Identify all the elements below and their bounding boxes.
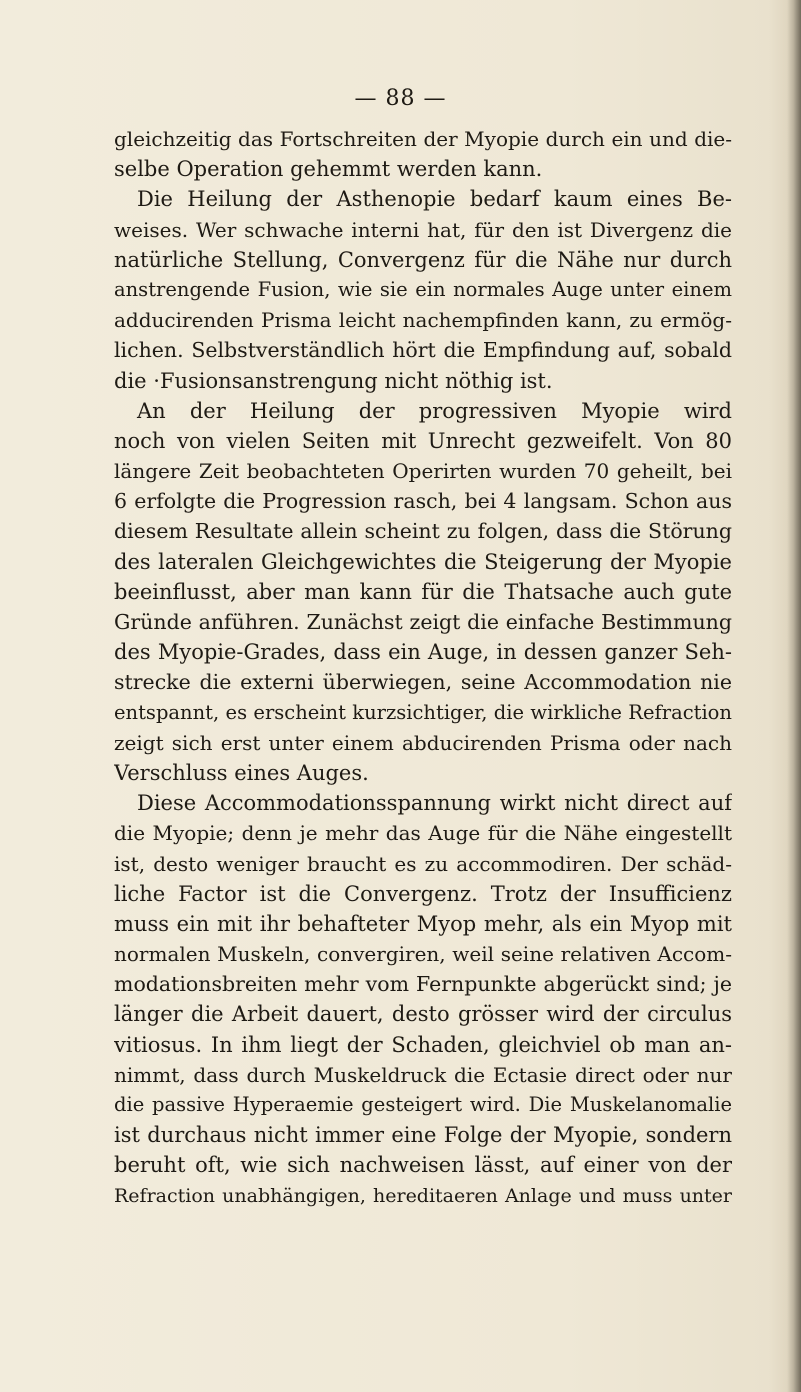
text-line: liche Factor ist die Convergenz. Trotz der Insufficienz [114, 881, 732, 906]
text-line: noch von vielen Seiten mit Unrecht gezweifelt. Von 80 [114, 428, 732, 453]
text-line: zeigt sich erst unter einem abducirenden Prisma oder nach [114, 730, 732, 755]
text-line: beeinflusst, aber man kann für die Thatsache auch gute [114, 579, 732, 604]
text-line: ist durchaus nicht immer eine Folge der Myopie, sondern [114, 1123, 732, 1148]
text-line: beruht oft, wie sich nachweisen lässt, auf einer von der [114, 1153, 732, 1178]
text-line: strecke die externi überwiegen, seine Accommodation nie [114, 670, 732, 695]
body-text [114, 124, 732, 1211]
text-line: Gründe anführen. Zunächst zeigt die einfache Bestimmung [114, 610, 732, 634]
text-line: die Myopie; denn je mehr das Auge für die Nähe eingestellt [114, 821, 732, 846]
text-line: Verschluss eines Auges. [114, 760, 369, 785]
text-line: adducirenden Prisma leicht nachempfinden kann, zu ermög- [114, 308, 732, 333]
text-line: entspannt, es erscheint kurzsichtiger, die wirkliche Refraction [114, 700, 732, 724]
text-line: diesem Resultate allein scheint zu folgen, dass die Störung [114, 519, 732, 544]
text-line: selbe Operation gehemmt werden kann. [114, 157, 543, 182]
text-line: 6 erfolgte die Progression rasch, bei 4 langsam. Schon aus [114, 489, 732, 514]
text-line: gleichzeitig das Fortschreiten der Myopie durch ein und die- [114, 127, 732, 151]
page-edge-shadow [787, 0, 801, 1392]
text-line: Diese Accommodationsspannung wirkt nicht direct auf [137, 791, 732, 816]
text-line: nimmt, dass durch Muskeldruck die Ectasie direct oder nur [114, 1062, 732, 1087]
text-line: die ·Fusionsanstrengung nicht nöthig ist. [114, 368, 553, 393]
text-line: natürliche Stellung, Convergenz für die Nähe nur durch [114, 247, 732, 272]
text-line: längere Zeit beobachteten Operirten wurden 70 geheilt, bei [114, 459, 732, 484]
text-line: muss ein mit ihr behafteter Myop mehr, als ein Myop mit [114, 911, 732, 936]
text-line: modationsbreiten mehr vom Fernpunkte abgerückt sind; je [114, 972, 732, 997]
text-line: weises. Wer schwache interni hat, für den ist Divergenz die [114, 217, 732, 242]
text-line: des lateralen Gleichgewichtes die Steigerung der Myopie [114, 549, 732, 574]
text-line: vitiosus. In ihm liegt der Schaden, gleichviel ob man an- [114, 1032, 732, 1057]
page-number: — 88 — [354, 86, 447, 111]
text-line: Die Heilung der Asthenopie bedarf kaum eines Be- [137, 187, 732, 212]
text-line: die passive Hyperaemie gesteigert wird. Die Muskelanomalie [114, 1093, 732, 1116]
text-line: länger die Arbeit dauert, desto grösser wird der circulus [114, 1002, 732, 1027]
text-line: anstrengende Fusion, wie sie ein normales Auge unter einem [114, 277, 732, 301]
text-line: des Myopie-Grades, dass ein Auge, in dessen ganzer Seh- [114, 640, 732, 665]
text-line: lichen. Selbstverständlich hört die Empfindung auf, sobald [114, 338, 732, 363]
text-line: An der Heilung der progressiven Myopie wird [137, 398, 732, 423]
text-line: normalen Muskeln, convergiren, weil seine relativen Accom- [114, 942, 732, 967]
text-line: ist, desto weniger braucht es zu accommodiren. Der schäd- [114, 851, 732, 876]
text-line: Refraction unabhängigen, hereditaeren Anlage und muss unter [114, 1184, 732, 1207]
